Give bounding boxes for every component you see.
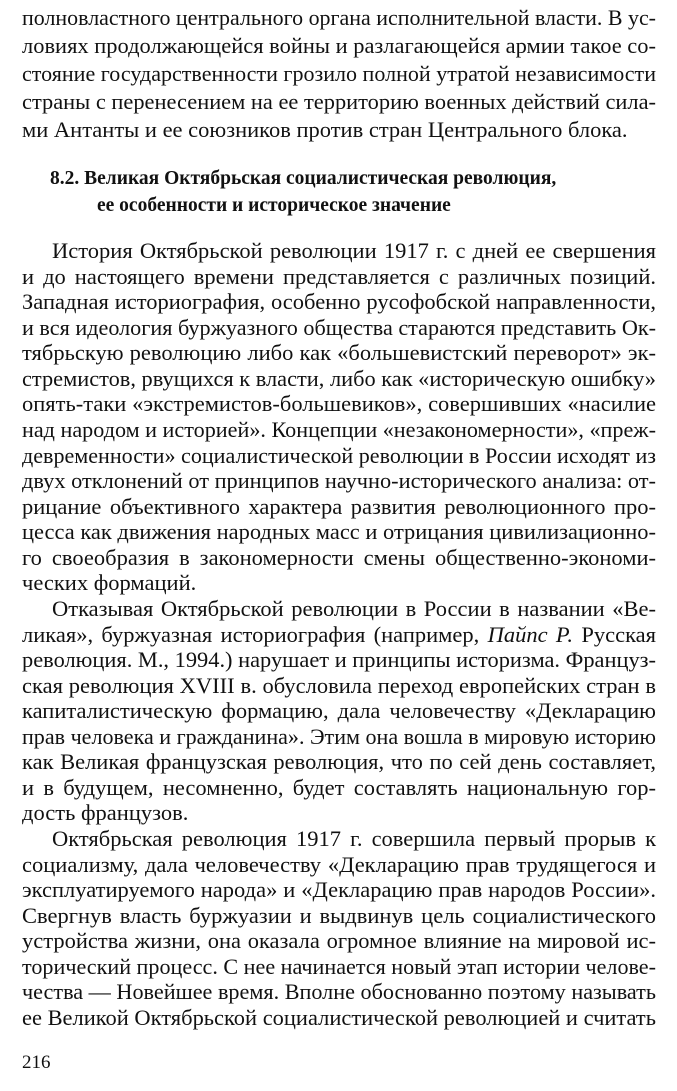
text-line: История Октябрьской революции 1917 г. с дней ее свершения — [52, 238, 656, 263]
page-number: 216 — [22, 1052, 51, 1073]
text-line: опять-таки «экстремистов-большевиков», совершивших «насилие — [22, 391, 656, 416]
section-heading-line-2: ее особенности и историческое значение — [97, 195, 451, 216]
text-line: Свергнув власть буржуазии и выдвинув цель социалистического — [22, 903, 656, 928]
text-line: Отказывая Октябрьской революции в России в названии «Ве- — [52, 596, 656, 621]
text-line: го своеобразия в закономерности смены общественно-экономи- — [22, 545, 656, 570]
section-heading-line-1: 8.2. Великая Октябрьская социалистическая революция, — [50, 168, 557, 189]
text-line: тябрьскую революцию либо как «большевистский переворот» эк- — [22, 340, 656, 365]
text-line: девременности» социалистической революции в России исходят из — [22, 443, 656, 468]
text-line: капиталистическую формацию, дала человечеству «Декларацию — [22, 698, 656, 723]
text-line: Западная историография, особенно русофобской направленности, — [22, 289, 656, 314]
text-line: прав человека и гражданина». Этим она вошла в мировую историю — [22, 724, 656, 749]
text-line: революция. М., 1994.) нарушает и принципы историзма. Француз- — [22, 647, 656, 672]
text-line: эксплуатируемого народа» и «Декларацию прав народов России». — [22, 877, 656, 902]
text-line: двух отклонений от принципов научно-исторического анализа: от- — [22, 468, 656, 493]
text-line: над народом и историей». Концепции «незакономерности», «преж- — [22, 417, 656, 442]
text-line: стояние государственности грозило полной утратой независимости — [22, 61, 656, 86]
text-line: торический процесс. С нее начинается новый этап истории челове- — [22, 954, 656, 979]
text-line: как Великая французская революция, что по сей день составляет, — [22, 749, 656, 774]
text-line: Октябрьская революция 1917 г. совершила первый прорыв к — [52, 826, 656, 851]
text-line: ми Антанты и ее союзников против стран Центрального блока. — [22, 117, 628, 142]
text-line: ческих формаций. — [22, 570, 197, 595]
text-line: и вся идеология буржуазного общества стараются представить Ок- — [22, 315, 656, 340]
text-line: цесса как движения народных масс и отрицания цивилизационно- — [22, 519, 656, 544]
text-line: ловиях продолжающейся войны и разлагающейся армии такое со- — [22, 33, 656, 58]
author-citation: Пайпс Р. — [487, 622, 574, 647]
text-line: полновластного центрального органа исполнительной власти. В ус- — [22, 5, 656, 30]
text-line: и в будущем, несомненно, будет составлять национальную гор- — [22, 775, 656, 800]
text-line: ская революция XVIII в. обусловила переход европейских стран в — [22, 673, 656, 698]
text-line: социализму, дала человечеству «Декларацию прав трудящегося и — [22, 852, 656, 877]
text-line: рицание объективного характера развития революционного про- — [22, 494, 656, 519]
text-line: и до настоящего времени представляется с различных позиций. — [22, 264, 656, 289]
text-line: ее Великой Октябрьской социалистической революцией и считать — [22, 1005, 656, 1030]
text-line: дость французов. — [22, 800, 189, 825]
text-line: стремистов, рвущихся к власти, либо как «историческую ошибку» — [22, 366, 656, 391]
text-line: чества — Новейшее время. Вполне обоснованно поэтому называть — [22, 979, 656, 1004]
text-line: устройства жизни, она оказала огромное влияние на мировой ис- — [22, 928, 656, 953]
text-line: ликая», буржуазная историография (например, Пайпс Р. Русская — [22, 622, 657, 647]
text-line: страны с перенесением на ее территорию военных действий сила- — [22, 89, 656, 114]
